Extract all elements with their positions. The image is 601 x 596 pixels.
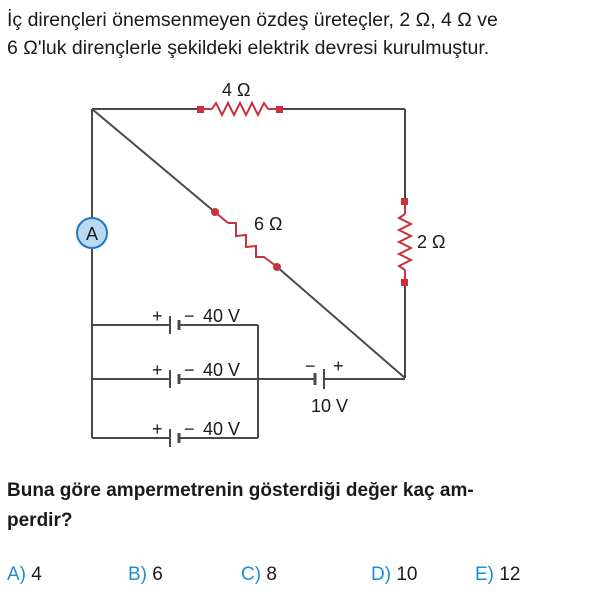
option-a-letter: A) [7, 564, 26, 585]
battery-10v-plus: + [333, 356, 344, 376]
resistor-2-ohm [399, 198, 411, 286]
option-c-letter: C) [241, 564, 262, 585]
resistor-4-ohm-label: 4 Ω [222, 80, 251, 100]
circuit-diagram [0, 70, 601, 450]
option-e-value: 12 [499, 564, 521, 585]
option-a[interactable] [7, 564, 42, 586]
problem-statement [7, 6, 601, 62]
option-d-letter: D) [371, 564, 392, 585]
problem-line-1: İç dirençleri önemsenmeyen özdeş üreteçler, 2 Ω, 4 Ω ve [7, 9, 498, 31]
option-d-value: 10 [396, 564, 418, 585]
option-d[interactable] [371, 564, 417, 586]
resistor-2-ohm-label: 2 Ω [417, 232, 446, 252]
option-c[interactable] [241, 564, 277, 586]
battery-2 [170, 370, 179, 388]
question-text [7, 476, 597, 536]
option-a-value: 4 [31, 564, 42, 585]
battery-1-plus: + [152, 306, 163, 326]
option-e[interactable] [475, 564, 520, 586]
answer-options [0, 564, 601, 592]
question-line-2: perdir? [7, 510, 73, 531]
battery-2-minus: − [184, 360, 195, 380]
battery-1 [170, 316, 179, 334]
question-line-1: Buna göre ampermetrenin gösterdiği değer kaç am- [7, 480, 474, 501]
option-b-value: 6 [152, 564, 163, 585]
battery-1-minus: − [184, 306, 195, 326]
battery-1-value: 40 V [203, 306, 241, 326]
battery-3 [170, 429, 179, 447]
battery-2-plus: + [152, 360, 163, 380]
ammeter-label: A [86, 224, 99, 244]
option-c-value: 8 [266, 564, 277, 585]
option-e-letter: E) [475, 564, 494, 585]
battery-3-minus: − [184, 419, 195, 439]
option-b[interactable] [128, 564, 163, 586]
battery-3-value: 40 V [203, 419, 241, 439]
circuit-wires [92, 109, 405, 438]
resistor-4-ohm [197, 103, 283, 115]
problem-line-2: 6 Ω'luk dirençlerle şekildeki elektrik devresi kurulmuştur. [7, 37, 490, 59]
battery-10v [315, 369, 324, 389]
battery-2-value: 40 V [203, 360, 241, 380]
battery-10v-value: 10 V [311, 396, 349, 416]
battery-10v-minus: − [305, 356, 316, 376]
resistor-6-ohm-label: 6 Ω [254, 214, 283, 234]
battery-3-plus: + [152, 419, 163, 439]
option-b-letter: B) [128, 564, 147, 585]
